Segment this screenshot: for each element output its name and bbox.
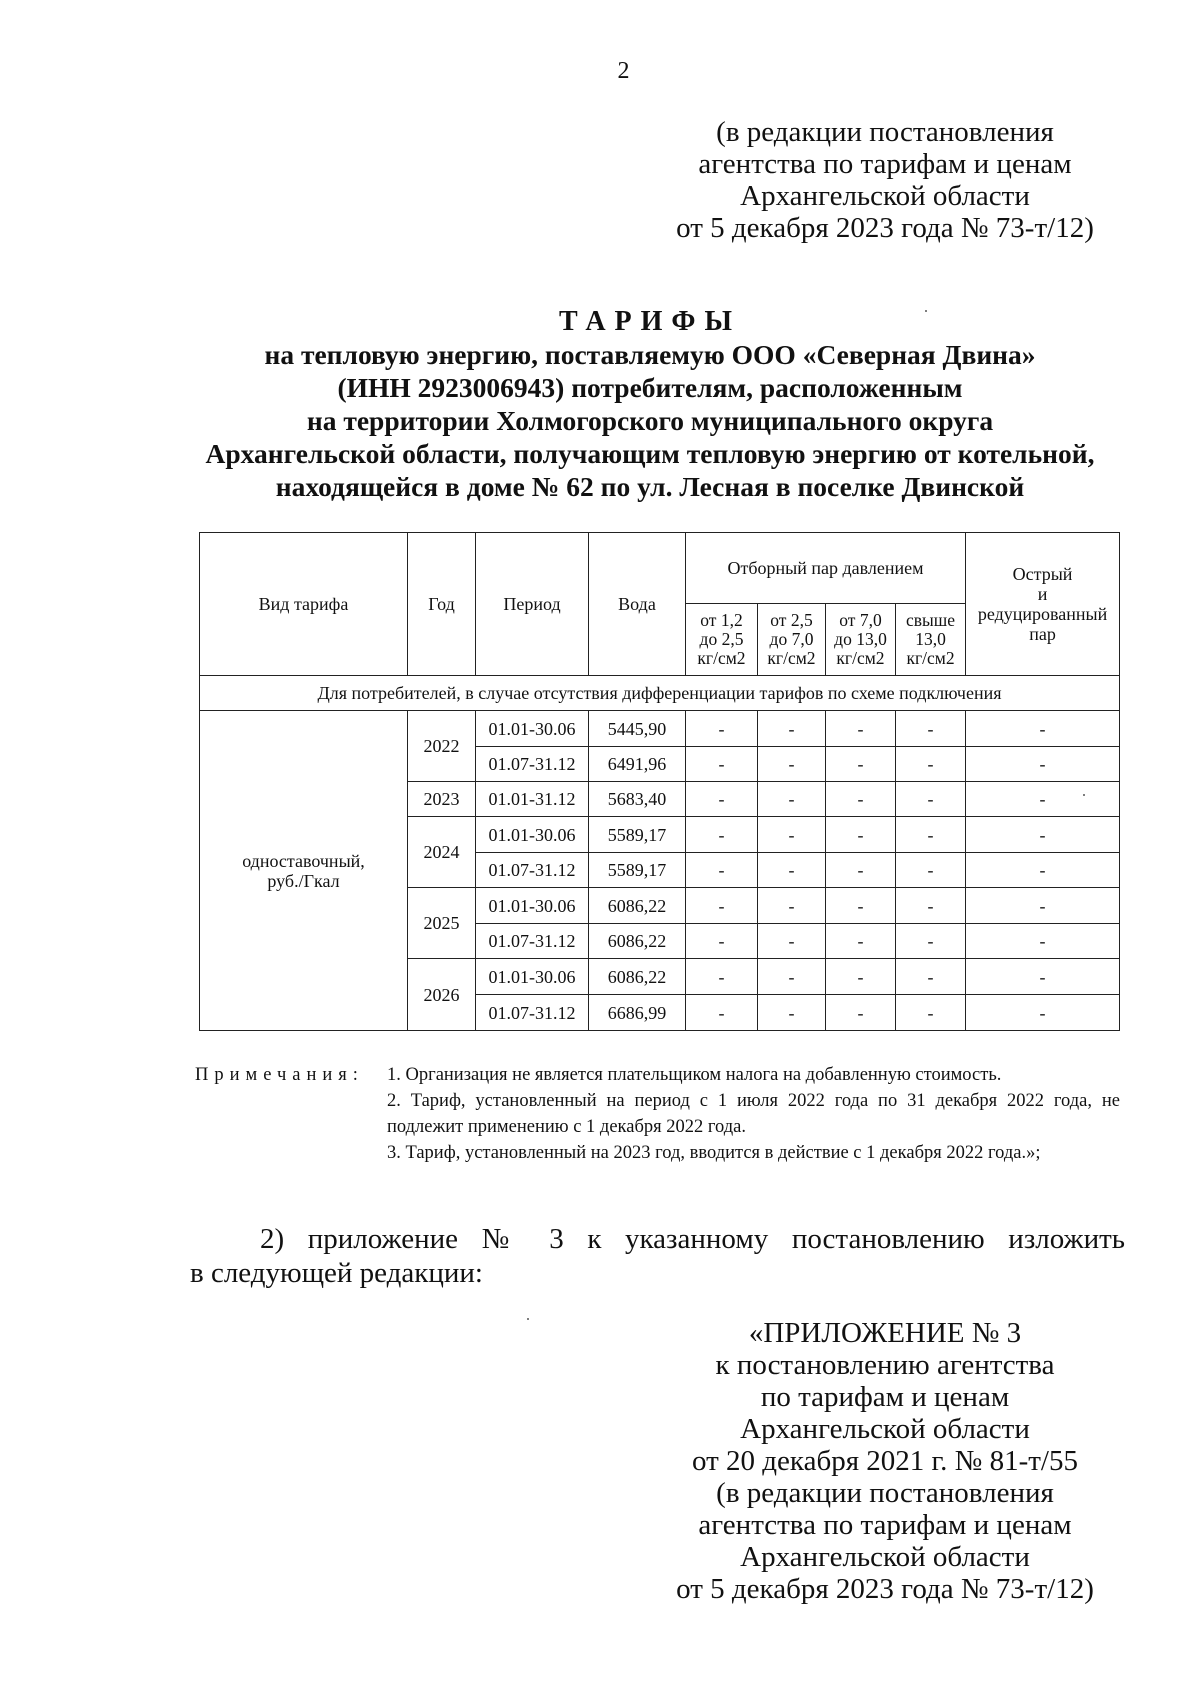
dash-cell: -	[896, 888, 966, 924]
header-sharp-steam	[966, 533, 1120, 676]
redaction-line: (в редакции постановления	[716, 116, 1054, 148]
water-value: 6686,99	[589, 995, 686, 1031]
water-value: 5589,17	[589, 853, 686, 888]
dash-cell: -	[758, 959, 826, 995]
dash-cell: -	[686, 995, 758, 1031]
dash-cell: -	[966, 959, 1120, 995]
dash-cell: -	[826, 747, 896, 782]
dash-cell: -	[966, 888, 1120, 924]
dash-cell: -	[686, 924, 758, 959]
period-cell: 01.07-31.12	[476, 924, 589, 959]
header-water: Вода	[589, 533, 686, 676]
title-line: (ИНН 2923006943) потребителям, расположенным	[337, 372, 963, 403]
title-line: на территории Холмогорского муниципального округа	[306, 405, 994, 436]
dash-cell: -	[896, 747, 966, 782]
dash-cell: -	[826, 782, 896, 817]
water-value: 5683,40	[589, 782, 686, 817]
dash-cell: -	[826, 959, 896, 995]
appendix-line: Архангельской области	[740, 1413, 1030, 1445]
dash-cell: -	[686, 888, 758, 924]
header-line: редуцированный	[977, 604, 1108, 624]
header-line: кг/см2	[836, 648, 885, 668]
dash-cell: -	[758, 888, 826, 924]
dash-cell: -	[758, 853, 826, 888]
dash-cell: -	[966, 747, 1120, 782]
header-steam-3	[826, 604, 896, 676]
dash-cell: -	[966, 995, 1120, 1031]
dash-cell: -	[896, 817, 966, 853]
dash-cell: -	[758, 782, 826, 817]
scan-speck	[1083, 794, 1085, 796]
header-line: 13,0	[915, 629, 946, 649]
dash-cell: -	[758, 817, 826, 853]
appendix-line: агентства по тарифам и ценам	[698, 1509, 1072, 1541]
water-value: 6086,22	[589, 888, 686, 924]
header-period: Период	[476, 533, 589, 676]
header-steam-group: Отборный пар давлением	[686, 533, 966, 604]
period-cell: 01.01-30.06	[476, 888, 589, 924]
dash-cell: -	[826, 995, 896, 1031]
period-cell: 01.01-31.12	[476, 782, 589, 817]
amendment-paragraph	[190, 1222, 1125, 1290]
appendix-line: от 20 декабря 2021 г. № 81-т/55	[692, 1445, 1078, 1477]
header-line: пар	[1029, 624, 1056, 644]
dash-cell: -	[896, 711, 966, 747]
water-value: 5589,17	[589, 817, 686, 853]
dash-cell: -	[686, 959, 758, 995]
redaction-line: от 5 декабря 2023 года № 73-т/12)	[676, 212, 1094, 244]
year-cell: 2022	[408, 711, 476, 782]
note-item: 1. Организация не является плательщиком налога на добавленную стоимость.	[387, 1065, 1002, 1085]
tariff-name-line: одноставочный,	[242, 850, 365, 871]
tariff-name-line: руб./Гкал	[267, 870, 340, 891]
redaction-line: агентства по тарифам и ценам	[698, 148, 1072, 180]
appendix-header	[660, 1317, 1110, 1605]
dash-cell: -	[758, 924, 826, 959]
year-cell: 2023	[408, 782, 476, 817]
year-cell: 2026	[408, 959, 476, 1031]
title-line: на тепловую энергию, поставляемую ООО «Северная Двина»	[264, 339, 1036, 370]
notes-list	[387, 1062, 1120, 1166]
dash-cell: -	[686, 711, 758, 747]
dash-cell: -	[966, 924, 1120, 959]
year-cell: 2025	[408, 888, 476, 959]
redaction-note	[660, 116, 1110, 244]
tariff-name	[200, 711, 408, 1031]
water-value: 5445,90	[589, 711, 686, 747]
appendix-line: (в редакции постановления	[716, 1477, 1054, 1509]
header-tariff-type: Вид тарифа	[200, 533, 408, 676]
header-line: до 7,0	[769, 629, 814, 649]
dash-cell: -	[966, 817, 1120, 853]
dash-cell: -	[686, 747, 758, 782]
appendix-line: от 5 декабря 2023 года № 73-т/12)	[676, 1573, 1094, 1605]
header-line: от 2,5	[770, 610, 813, 630]
page-number: 2	[617, 58, 630, 84]
period-cell: 01.07-31.12	[476, 995, 589, 1031]
appendix-line: «ПРИЛОЖЕНИЕ № 3	[748, 1317, 1022, 1349]
dash-cell: -	[686, 817, 758, 853]
header-line: и	[1037, 584, 1048, 604]
dash-cell: -	[686, 782, 758, 817]
dash-cell: -	[896, 959, 966, 995]
header-year: Год	[408, 533, 476, 676]
water-value: 6086,22	[589, 924, 686, 959]
header-line: от 7,0	[839, 610, 882, 630]
title-line: Архангельской области, получающим тепловую энергию от котельной,	[205, 438, 1095, 469]
period-cell: 01.07-31.12	[476, 853, 589, 888]
header-steam-4	[896, 604, 966, 676]
dash-cell: -	[758, 711, 826, 747]
header-line: свыше	[906, 610, 956, 630]
dash-cell: -	[826, 924, 896, 959]
title-heading: ТАРИФЫ	[559, 306, 741, 337]
header-line: до 2,5	[699, 629, 744, 649]
dash-cell: -	[826, 853, 896, 888]
dash-cell: -	[686, 853, 758, 888]
water-value: 6086,22	[589, 959, 686, 995]
dash-cell: -	[896, 924, 966, 959]
scan-speck	[527, 1318, 529, 1320]
header-line: до 13,0	[834, 629, 887, 649]
scan-speck	[925, 310, 927, 312]
dash-cell: -	[758, 747, 826, 782]
notes-label: Примечания:	[195, 1065, 364, 1085]
header-line: от 1,2	[700, 610, 743, 630]
period-cell: 01.01-30.06	[476, 711, 589, 747]
dash-cell: -	[896, 995, 966, 1031]
dash-cell: -	[966, 711, 1120, 747]
period-cell: 01.01-30.06	[476, 959, 589, 995]
paragraph-line: 2) приложение № 3 к указанному постановлению изложить	[260, 1223, 1125, 1255]
header-line: кг/см2	[906, 648, 955, 668]
appendix-line: по тарифам и ценам	[760, 1381, 1010, 1413]
dash-cell: -	[826, 888, 896, 924]
year-cell: 2024	[408, 817, 476, 888]
note-item: 3. Тариф, установленный на 2023 год, вводится в действие с 1 декабря 2022 года.»;	[387, 1143, 1041, 1163]
dash-cell: -	[896, 782, 966, 817]
period-cell: 01.07-31.12	[476, 747, 589, 782]
water-value: 6491,96	[589, 747, 686, 782]
appendix-line: к постановлению агентства	[715, 1349, 1055, 1381]
dash-cell: -	[826, 711, 896, 747]
header-steam-1	[686, 604, 758, 676]
header-line: Острый	[1012, 564, 1073, 584]
appendix-line: Архангельской области	[740, 1541, 1030, 1573]
note-item: 2. Тариф, установленный на период с 1 июля 2022 года по 31 декабря 2022 года, не подлежит применению с 1 декабря 2022 года.	[387, 1091, 1120, 1137]
header-line: кг/см2	[767, 648, 816, 668]
section-label: Для потребителей, в случае отсутствия дифференциации тарифов по схеме подключения	[200, 676, 1120, 711]
paragraph-line: в следующей редакции:	[190, 1257, 483, 1289]
dash-cell: -	[826, 817, 896, 853]
period-cell: 01.01-30.06	[476, 817, 589, 853]
dash-cell: -	[896, 853, 966, 888]
tariff-table	[199, 532, 1120, 1031]
header-steam-2	[758, 604, 826, 676]
title-line: находящейся в доме № 62 по ул. Лесная в поселке Двинской	[275, 471, 1025, 502]
header-line: кг/см2	[697, 648, 746, 668]
dash-cell: -	[758, 995, 826, 1031]
dash-cell: -	[966, 782, 1120, 817]
redaction-line: Архангельской области	[740, 180, 1030, 212]
document-title	[170, 305, 1130, 503]
dash-cell: -	[966, 853, 1120, 888]
